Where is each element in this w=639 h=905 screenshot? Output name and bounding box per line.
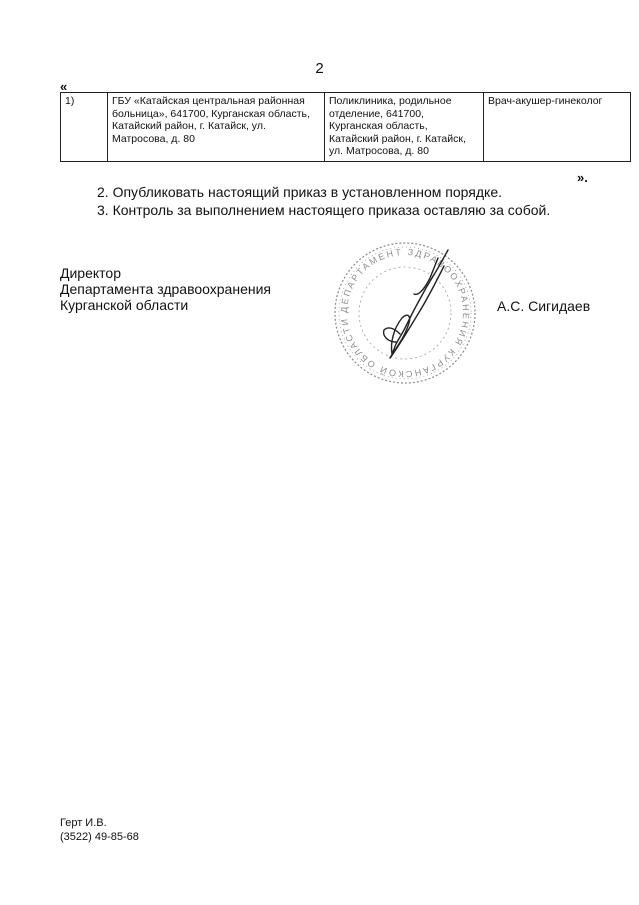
closing-quote: ». <box>577 170 588 185</box>
organization-cell: ГБУ «Катайская центральная районная больница», 641700, Курганская область, Катайский район, г. Катайск, ул. Матросова, д. 80 <box>108 93 325 162</box>
signatory-title-line: Курганской области <box>60 297 189 313</box>
signatory-title-line: Директор <box>60 265 121 281</box>
paragraph-control: 3. Контроль за выполнением настоящего приказа оставляю за собой. <box>97 202 551 218</box>
opening-quote: « <box>60 79 68 94</box>
row-number-cell: 1) <box>61 93 108 162</box>
paragraph-publish: 2. Опубликовать настоящий приказ в установленном порядке. <box>97 184 503 200</box>
signatory-name: А.С. Сигидаев <box>497 298 591 314</box>
executor-name: Герт И.В. <box>60 817 107 829</box>
signatory-title <box>60 265 271 313</box>
signatory-title-line: Департамента здравоохранения <box>60 281 271 297</box>
table-row <box>61 93 631 162</box>
executor-phone: (3522) 49-85-68 <box>60 831 139 843</box>
stamp-text: ДЕПАРТАМЕНТ ЗДРАВООХРАНЕНИЯ КУРГАНСКОЙ ОБЛАСТИ <box>338 246 472 380</box>
department-cell: Поликлиника, родильное отделение, 641700, Курганская область, Катайский район, г. Катайск, ул. Матросова, д. 80 <box>325 93 484 162</box>
position-cell: Врач-акушер-гинеколог <box>484 93 631 162</box>
order-table <box>60 92 631 162</box>
official-stamp <box>330 238 480 388</box>
handwritten-signature <box>384 250 448 358</box>
footer-contact <box>60 816 139 844</box>
page-number: 2 <box>315 60 324 77</box>
